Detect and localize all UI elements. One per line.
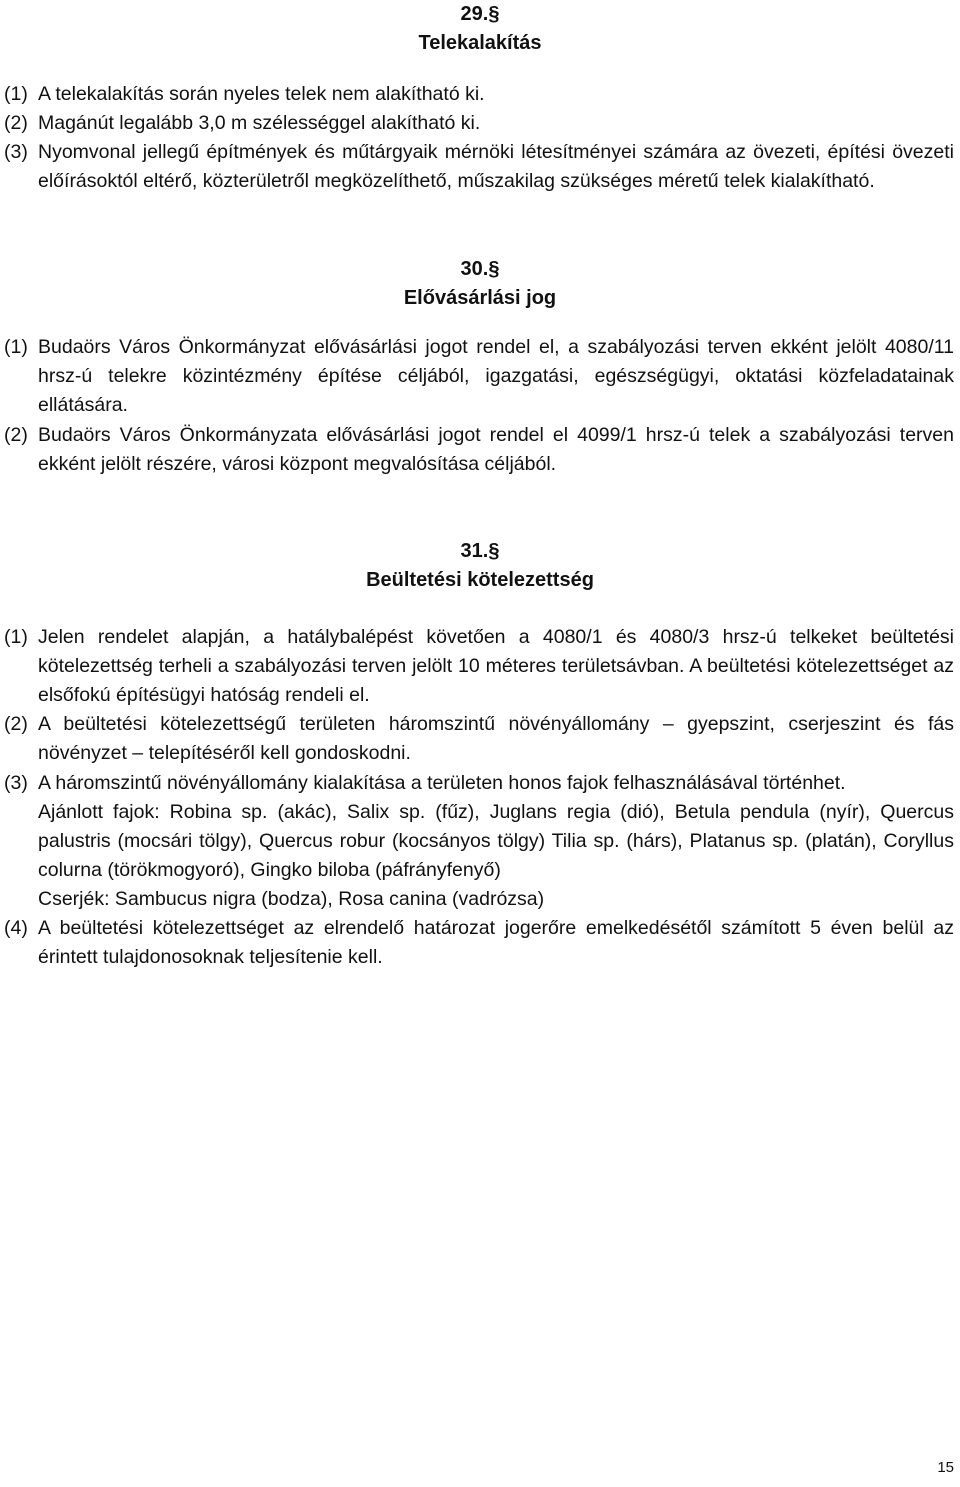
paragraph-text: A beültetési kötelezettséget az elrendelő határozat jogerőre emelkedésétől számított 5 éven belül az érintett tulajdonosoknak teljesítenie kell.: [38, 917, 954, 968]
paragraph-label: (4): [4, 917, 28, 939]
paragraph-31-2: [4, 710, 954, 768]
paragraph-text: Nyomvonal jellegű építmények és műtárgyaik mérnöki létesítményei számára az övezeti, építési övezeti előírásoktól eltérő, közterületről megközelíthető, műszakilag szükséges méretű telek kialakítható.: [38, 141, 954, 192]
section-title: Telekalakítás: [418, 32, 542, 54]
section-number: 31.§: [460, 540, 500, 562]
paragraph-text: A háromszintű növényállomány kialakítása a területen honos fajok felhasználásával történhet.: [38, 772, 846, 794]
paragraph-31-1: [4, 623, 954, 710]
section-title: Beültetési kötelezettség: [366, 569, 594, 591]
section-heading-29: [0, 0, 960, 58]
page-number: 15: [937, 1459, 954, 1476]
section-number: 29.§: [460, 3, 500, 25]
section-heading-31: [0, 537, 960, 595]
section-number: 30.§: [460, 258, 500, 280]
paragraph-label: (3): [4, 141, 28, 163]
paragraph-text: Jelen rendelet alapján, a hatálybalépést követően a 4080/1 és 4080/3 hrsz-ú telkeket beültetési kötelezettség terheli a szabályozási terven jelölt 10 méteres területsávban. A beültetési kötelezettséget az elsőfokú építésügyi hatóság rendeli el.: [38, 626, 954, 706]
paragraph-label: (1): [4, 626, 28, 648]
paragraph-30-1: [4, 333, 954, 420]
paragraph-text: A telekalakítás során nyeles telek nem alakítható ki.: [38, 83, 485, 105]
paragraph-31-species: [4, 798, 954, 885]
paragraph-29-1: [4, 80, 954, 109]
section-title: Elővásárlási jog: [403, 287, 557, 309]
paragraph-31-shrubs: [4, 885, 954, 914]
section-heading-30: [0, 255, 960, 313]
paragraph-text: A beültetési kötelezettségű területen háromszintű növényállomány – gyepszint, cserjeszint és fás növényzet – telepítéséről kell gondoskodni.: [38, 713, 954, 764]
paragraph-label: (2): [4, 424, 28, 446]
paragraph-label: (1): [4, 83, 28, 105]
paragraph-text: Cserjék: Sambucus nigra (bodza), Rosa canina (vadrózsa): [38, 888, 545, 910]
paragraph-30-2: [4, 421, 954, 479]
paragraph-text: Magánút legalább 3,0 m szélességgel alakítható ki.: [38, 112, 481, 134]
paragraph-31-3: [4, 769, 954, 798]
paragraph-text: Ajánlott fajok: Robina sp. (akác), Salix sp. (fűz), Juglans regia (dió), Betula pendula (nyír), Quercus palustris (mocsári tölgy), Quercus robur (kocsányos tölgy) Tilia sp. (hárs), Platanus sp. (platán), Coryllus colurna (törökmogyoró), Gingko biloba (páfrányfenyő): [38, 801, 954, 881]
paragraph-label: (2): [4, 713, 28, 735]
paragraph-29-3: [4, 138, 954, 196]
paragraph-31-4: [4, 914, 954, 972]
paragraph-label: (1): [4, 336, 28, 358]
paragraph-text: Budaörs Város Önkormányzat elővásárlási jogot rendel el, a szabályozási terven ekként jelölt 4080/11 hrsz-ú telekre közintézmény építése céljából, igazgatási, egészségügyi, oktatási közfeladatainak ellátására.: [38, 336, 954, 416]
paragraph-label: (2): [4, 112, 28, 134]
paragraph-label: (3): [4, 772, 28, 794]
paragraph-29-2: [4, 109, 954, 138]
paragraph-text: Budaörs Város Önkormányzata elővásárlási jogot rendel el 4099/1 hrsz-ú telek a szabályozási terven ekként jelölt részére, városi központ megvalósítása céljából.: [38, 424, 954, 475]
